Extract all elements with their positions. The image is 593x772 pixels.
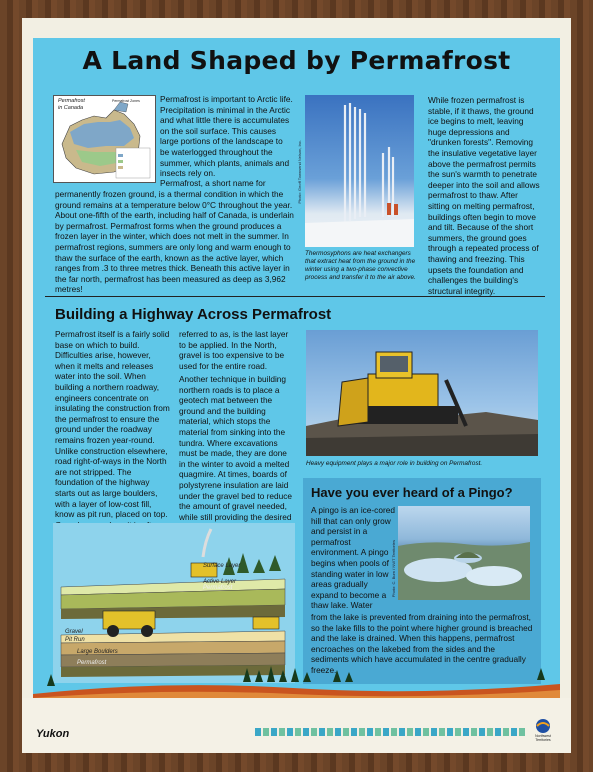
label-large-boulders: Large Boulders	[77, 649, 118, 655]
intro-paragraph-2-start: Permafrost, a short name for	[160, 178, 266, 188]
yukon-logo: Yukon	[36, 728, 70, 740]
pingo-photo-credit: Photo: C. Burn / NWT Territories	[391, 540, 396, 598]
label-pit-run: Pit Run	[65, 637, 85, 643]
thermo-photo-credit: Photo: Geoff Townsend Nelson, Inc.	[297, 140, 302, 204]
label-surface-layer: Surface Layer	[203, 563, 241, 569]
bulldozer-caption: Heavy equipment plays a major role in building on Permafrost.	[306, 460, 483, 467]
footer-pattern-band	[255, 728, 525, 736]
permafrost-map	[53, 95, 156, 183]
highway-column-2b: Another technique in building northern roads is to place a geotech mat between the ground and the building material, which stops the material from sinking into the tundra. Where excavations must be made, they are done in the winter to avoid a melted quagmire. At times, boards of polystyrene insulation are laid under the gravel bed to reduce the amount of gravel needed, while still providing the desired	[179, 374, 293, 522]
pingo-heading: Have you ever heard of a Pingo?	[311, 485, 513, 500]
pingo-photo	[398, 506, 530, 600]
intro-paragraph-1: Permafrost is important to Arctic life. Precipitation is minimal in the Arctic and what little there is accumulates on the soil surface. This causes large portions of the landscape to be waterlogged throughout the summer, which plants, animals and insects rely on.	[160, 94, 293, 179]
label-gravel: Gravel	[65, 629, 83, 635]
nwt-logo-text: Northwest Territories	[535, 734, 551, 742]
highway-column-1: Permafrost itself is a fairly solid base on which to build. Difficulties arise, however, when it melts and releases water into the soil. When building a northern roadway, engineers concentrate on insulating the construction from the permafrost to ensure the ground under the roadway remains frozen year-round. Unlike construction elsewhere, road right-of-ways in the North are not stripped. The foundation of the highway starts out as large boulders, with a layer of low-cost fill, know as pit run, placed on top.	[55, 329, 170, 520]
nwt-logo	[531, 718, 555, 740]
bulldozer-photo	[306, 330, 538, 456]
landscape-band	[33, 660, 560, 700]
section-divider	[45, 296, 545, 297]
label-permafrost-top: Permafrost	[203, 585, 233, 591]
thermosyphons-photo	[305, 95, 414, 247]
page-title: A Land Shaped by Permafrost	[82, 46, 511, 75]
thaw-paragraph: While frozen permafrost is stable, if it thaws, the ground ice begins to melt, leaving huge depressions and "drunken forests". Removing the insulative vegetative layer above the permafrost permits the sun's warmth to penetrate deeper into the soil and allows permafrost to thaw. After sitting on melting permafrost, buildings often begin to move and tilt. Because of the short summers, the ground goes through a repeated process of thawing and freezing. This upsets the foundation and challenges the building's structural integrity.	[428, 95, 540, 296]
label-permafrost-bottom: Permafrost	[77, 660, 107, 666]
thermosyphons-caption: Thermosyphons are heat exchangers that extract heat from the ground in the winter using a two-phase convective process and transfer it to the air above.	[305, 250, 416, 281]
pingo-paragraph-column: A pingo is an ice-cored hill that can only grow and persist in a permafrost environment. A pingo begins when pools of standing water in low areas gradually expand to become a thaw lake. Water	[311, 505, 395, 611]
highway-column-2a: referred to as, is the last layer to be applied. In the North, gravel is too expensive to be used for the entire road.	[179, 329, 289, 371]
road-layers-diagram	[53, 523, 295, 683]
highway-heading: Building a Highway Across Permafrost	[55, 306, 332, 323]
map-title: Permafrost in Canada	[58, 98, 85, 111]
intro-paragraph-2: permanently frozen ground, is a thermal condition in which the ground remains at a temperature below 0°C throughout the year. About one-fifth of the earth, including half of Canada, is underlain by permafrost. Permafrost forms when the ground produces a frozen layer in the winter, which does not melt in the summer. In permafrost regions, summers are only long and warm enough to thaw the surface of the earth, known as the active layer, which ranges from .3 to three metres thick. Beneath this active layer in the far north, permafrost has been measured as deep as 3,962 metres!	[55, 189, 294, 295]
footer-strip	[22, 698, 571, 753]
map-legend-title: Permafrost Zones	[112, 99, 140, 103]
label-active-layer: Active Layer	[203, 579, 237, 585]
pingo-paragraph-wide: from the lake is prevented from draining into the permafrost, so the lake fills to the point where higher ground is breached and the lake is drained. When this happens, permafrost encroaches on the lakebed from the sides and the sediments which have accumulated in the centre gradually freeze.	[311, 612, 533, 675]
